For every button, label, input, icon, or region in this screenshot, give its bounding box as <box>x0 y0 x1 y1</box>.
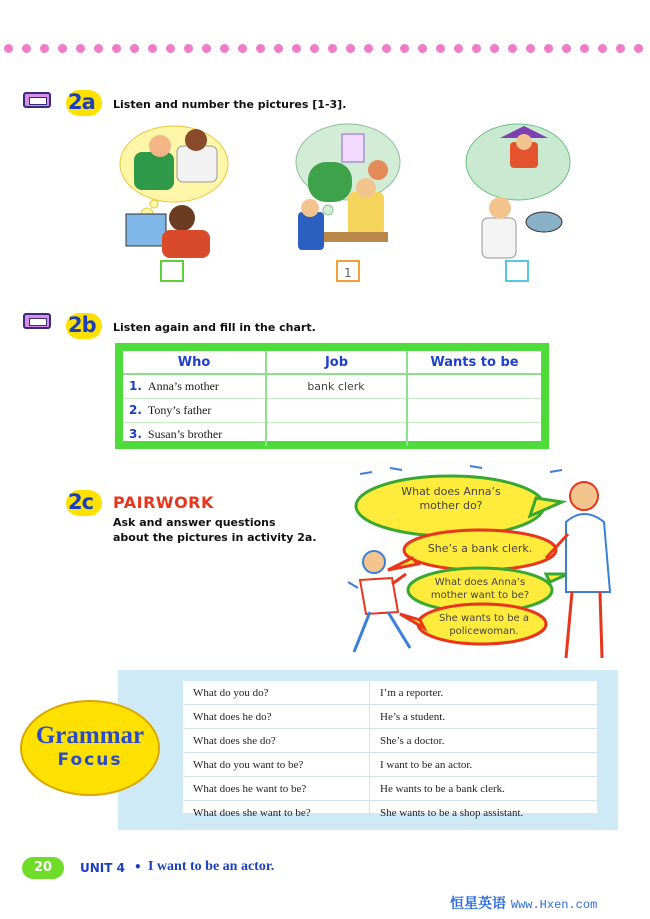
speech-bubble-4: She wants to be a policewoman. <box>439 613 529 637</box>
site-watermark[interactable] <box>450 893 597 913</box>
dotted-header-border <box>0 44 650 58</box>
header-dot <box>454 44 463 53</box>
grammar-question: What do you do? <box>183 681 370 705</box>
grammar-answer: She wants to be a shop assistant. <box>370 801 598 825</box>
picture-susan-brother <box>460 122 575 262</box>
chart-header-wants: Wants to be <box>407 351 541 374</box>
header-dot <box>364 44 373 53</box>
wants-cell[interactable] <box>407 423 541 447</box>
grammar-row <box>183 801 597 825</box>
header-dot <box>328 44 337 53</box>
header-dot <box>220 44 229 53</box>
header-dot <box>238 44 247 53</box>
grammar-question: What does she do? <box>183 729 370 753</box>
grammar-row <box>183 705 597 729</box>
wants-cell[interactable] <box>407 374 541 399</box>
header-dot <box>148 44 157 53</box>
footer-bullet: • <box>134 860 142 874</box>
header-dot <box>472 44 481 53</box>
header-dot <box>436 44 445 53</box>
grammar-row <box>183 729 597 753</box>
unit-label: UNIT 4 <box>80 861 125 875</box>
grammar-focus-table <box>183 681 597 819</box>
fill-in-chart <box>123 351 541 441</box>
header-dot <box>4 44 13 53</box>
picture-anna-mother <box>112 122 232 262</box>
grammar-question: What does he do? <box>183 705 370 729</box>
header-dot <box>292 44 301 53</box>
grammar-focus-title: Grammar <box>35 722 145 749</box>
grammar-answer: He wants to be a bank clerk. <box>370 777 598 801</box>
header-dot <box>400 44 409 53</box>
chart-row <box>123 374 541 399</box>
audio-tape-icon[interactable] <box>23 92 51 108</box>
watermark-url: Www.Hxen.com <box>510 898 598 912</box>
header-dot <box>346 44 355 53</box>
header-dot <box>202 44 211 53</box>
wants-cell[interactable] <box>407 399 541 423</box>
header-dot <box>616 44 625 53</box>
grammar-answer: I’m a reporter. <box>370 681 598 705</box>
job-cell[interactable] <box>266 423 407 447</box>
audio-tape-icon[interactable] <box>23 313 51 329</box>
grammar-question: What do you want to be? <box>183 753 370 777</box>
grammar-row <box>183 681 597 705</box>
instruction-2c-line1: Ask and answer questions <box>113 516 276 529</box>
who-cell: Susan’s brother <box>147 427 223 441</box>
pairwork-title: PAIRWORK <box>113 493 214 512</box>
exercise-number-2b: 2b <box>68 313 96 337</box>
grammar-question: What does she want to be? <box>183 801 370 825</box>
header-dot <box>256 44 265 53</box>
header-dot <box>490 44 499 53</box>
speech-bubble-2: She’s a bank clerk. <box>427 542 533 555</box>
answer-box-picture-1[interactable] <box>160 260 184 282</box>
who-cell: Tony’s father <box>147 403 212 417</box>
chart-row <box>123 399 541 423</box>
grammar-answer: I want to be an actor. <box>370 753 598 777</box>
row-number: 2. <box>129 403 142 417</box>
header-dot <box>634 44 643 53</box>
header-dot <box>562 44 571 53</box>
header-dot <box>274 44 283 53</box>
grammar-question: What does he want to be? <box>183 777 370 801</box>
page-number: 20 <box>22 857 64 879</box>
grammar-answer: He’s a student. <box>370 705 598 729</box>
header-dot <box>166 44 175 53</box>
job-cell[interactable]: bank clerk <box>266 374 407 399</box>
answer-box-picture-3[interactable] <box>505 260 529 282</box>
header-dot <box>112 44 121 53</box>
instruction-2a: Listen and number the pictures [1-3]. <box>113 98 347 111</box>
header-dot <box>22 44 31 53</box>
header-dot <box>40 44 49 53</box>
header-dot <box>580 44 589 53</box>
instruction-2c-line2: about the pictures in activity 2a. <box>113 531 317 544</box>
grammar-row <box>183 753 597 777</box>
unit-title: I want to be an actor. <box>148 859 275 874</box>
header-dot <box>598 44 607 53</box>
header-dot <box>310 44 319 53</box>
grammar-row <box>183 777 597 801</box>
watermark-cn: 恒星英语 <box>450 896 506 912</box>
header-dot <box>58 44 67 53</box>
header-dot <box>508 44 517 53</box>
grammar-focus-subtitle: Focus <box>57 750 123 770</box>
grammar-answer: She’s a doctor. <box>370 729 598 753</box>
row-number: 3. <box>129 427 142 441</box>
exercise-number-2a: 2a <box>68 90 95 114</box>
who-cell: Anna’s mother <box>147 379 219 393</box>
row-number: 1. <box>129 379 142 393</box>
chart-row <box>123 423 541 447</box>
chart-header-who: Who <box>123 351 266 374</box>
picture-tony-father <box>288 122 408 262</box>
exercise-number-2c: 2c <box>68 490 94 514</box>
instruction-2b: Listen again and fill in the chart. <box>113 321 316 334</box>
header-dot <box>418 44 427 53</box>
header-dot <box>94 44 103 53</box>
answer-box-picture-2[interactable]: 1 <box>336 260 360 282</box>
header-dot <box>184 44 193 53</box>
header-dot <box>130 44 139 53</box>
header-dot <box>382 44 391 53</box>
speech-bubble-3: What does Anna’s mother want to be? <box>430 577 530 601</box>
header-dot <box>526 44 535 53</box>
header-dot <box>76 44 85 53</box>
job-cell[interactable] <box>266 399 407 423</box>
chart-header-job: Job <box>266 351 407 374</box>
header-dot <box>544 44 553 53</box>
speech-bubble-1: What does Anna’s mother do? <box>401 485 501 512</box>
